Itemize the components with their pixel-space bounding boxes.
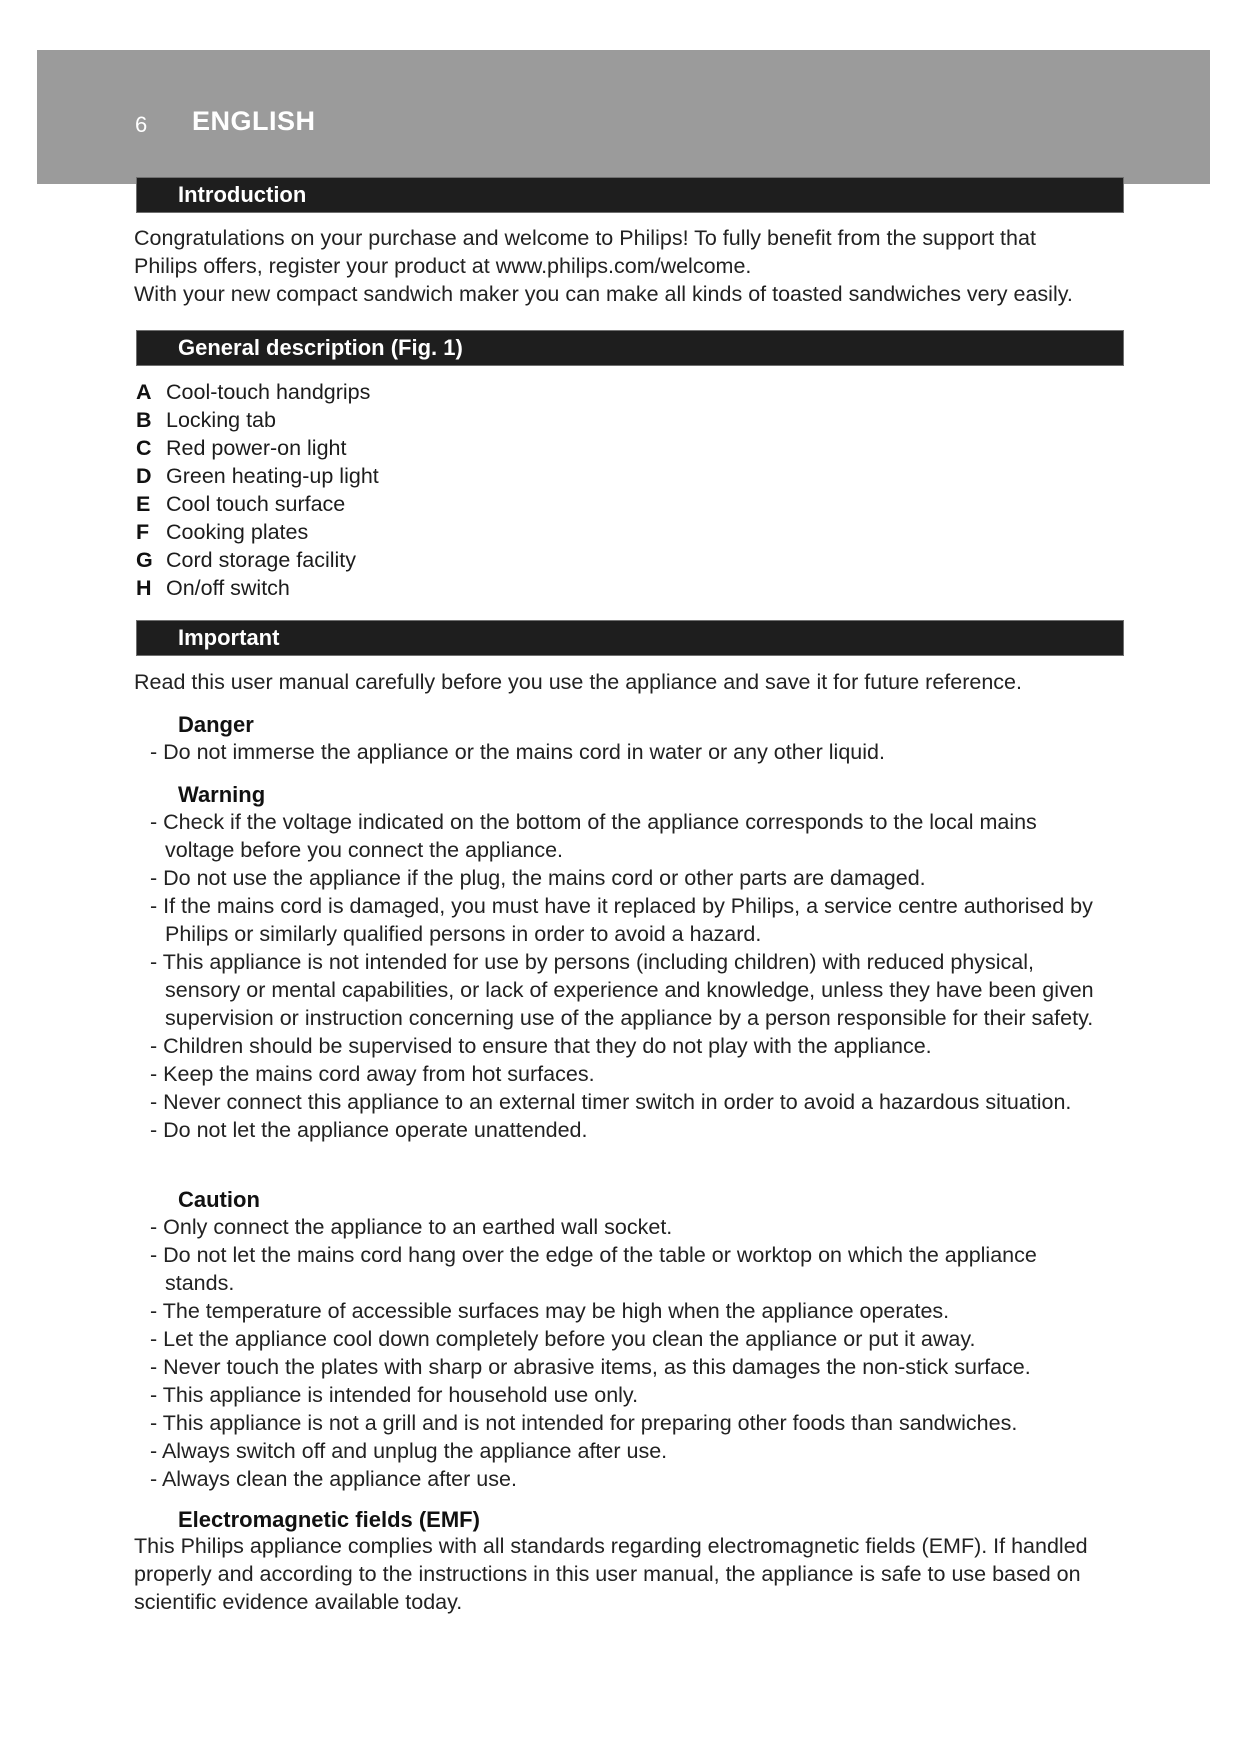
- section-title: General description (Fig. 1): [178, 335, 463, 360]
- list-item: - Never touch the plates with sharp or abrasive items, as this damages the non-stick surface.: [150, 1353, 1060, 1381]
- part-letter: H: [136, 576, 152, 600]
- important-intro: Read this user manual carefully before you use the appliance and save it for future reference.: [134, 670, 1022, 694]
- part-item: [136, 462, 379, 490]
- part-label: Cool-touch handgrips: [166, 380, 371, 404]
- part-label: On/off switch: [166, 576, 290, 600]
- emf-line-3: scientific evidence available today.: [134, 1590, 463, 1614]
- list-item: - This appliance is intended for household use only.: [150, 1381, 1060, 1409]
- section-important: [136, 620, 1124, 656]
- emf-heading: Electromagnetic fields (EMF): [178, 1507, 480, 1532]
- emf-line-2: properly and according to the instructions in this user manual, the appliance is safe to use based on: [134, 1562, 1081, 1586]
- list-item: - Do not let the mains cord hang over the edge of the table or worktop on which the appliance stands.: [150, 1241, 1060, 1297]
- caution-heading: Caution: [178, 1187, 260, 1212]
- part-label: Cord storage facility: [166, 548, 356, 572]
- part-letter: E: [136, 492, 151, 516]
- part-label: Cool touch surface: [166, 492, 346, 516]
- part-item: [136, 490, 379, 518]
- warning-list: [150, 808, 1110, 1144]
- list-item: - Check if the voltage indicated on the bottom of the appliance corresponds to the local mains voltage before you connect the appliance.: [150, 808, 1110, 864]
- part-label: Green heating-up light: [166, 464, 379, 488]
- list-item: - Do not use the appliance if the plug, the mains cord or other parts are damaged.: [150, 864, 1110, 892]
- list-item: - Let the appliance cool down completely before you clean the appliance or put it away.: [150, 1325, 1060, 1353]
- part-letter: F: [136, 520, 150, 544]
- part-item: [136, 378, 379, 406]
- danger-list: [150, 738, 1100, 766]
- intro-line-3: With your new compact sandwich maker you can make all kinds of toasted sandwiches very easily.: [134, 282, 1073, 306]
- part-letter: A: [136, 380, 152, 404]
- intro-line-2: Philips offers, register your product at www.philips.com/welcome.: [134, 254, 752, 278]
- part-letter: C: [136, 436, 152, 460]
- list-item: - The temperature of accessible surfaces may be high when the appliance operates.: [150, 1297, 1060, 1325]
- list-item: - Always clean the appliance after use.: [150, 1465, 1060, 1493]
- list-item: - Only connect the appliance to an earthed wall socket.: [150, 1213, 1060, 1241]
- part-label: Red power-on light: [166, 436, 347, 460]
- part-letter: D: [136, 464, 152, 488]
- list-item: - Never connect this appliance to an external timer switch in order to avoid a hazardous situation.: [150, 1088, 1110, 1116]
- list-item: - Children should be supervised to ensure that they do not play with the appliance.: [150, 1032, 1110, 1060]
- parts-list: [136, 378, 379, 602]
- page-number: 6: [135, 112, 148, 137]
- list-item: - This appliance is not intended for use by persons (including children) with reduced physical, sensory or mental capabilities, or lack of experience and knowledge, unless they have been given supervision or instruction concerning use of the appliance by a person responsible for their safety.: [150, 948, 1110, 1032]
- section-general-description: [136, 330, 1124, 366]
- caution-list: [150, 1213, 1060, 1493]
- part-item: [136, 546, 379, 574]
- warning-heading: Warning: [178, 782, 266, 807]
- section-title: Important: [178, 625, 280, 650]
- part-item: [136, 518, 379, 546]
- list-item: - This appliance is not a grill and is not intended for preparing other foods than sandwiches.: [150, 1409, 1060, 1437]
- part-label: Locking tab: [166, 408, 276, 432]
- emf-line-1: This Philips appliance complies with all standards regarding electromagnetic fields (EMF). If handled: [134, 1534, 1088, 1558]
- list-item: - If the mains cord is damaged, you must have it replaced by Philips, a service centre authorised by Philips or similarly qualified persons in order to avoid a hazard.: [150, 892, 1110, 948]
- part-item: [136, 574, 379, 602]
- danger-heading: Danger: [178, 712, 254, 737]
- list-item: - Do not let the appliance operate unattended.: [150, 1116, 1110, 1144]
- list-item: - Do not immerse the appliance or the mains cord in water or any other liquid.: [150, 738, 1100, 766]
- part-item: [136, 406, 379, 434]
- list-item: - Keep the mains cord away from hot surfaces.: [150, 1060, 1110, 1088]
- list-item: - Always switch off and unplug the appliance after use.: [150, 1437, 1060, 1465]
- part-item: [136, 434, 379, 462]
- section-title: Introduction: [178, 182, 307, 207]
- section-introduction: [136, 177, 1124, 213]
- part-letter: B: [136, 408, 152, 432]
- intro-line-1: Congratulations on your purchase and welcome to Philips! To fully benefit from the support that: [134, 226, 1036, 250]
- language-heading: ENGLISH: [192, 106, 316, 136]
- part-letter: G: [136, 548, 153, 572]
- part-label: Cooking plates: [166, 520, 309, 544]
